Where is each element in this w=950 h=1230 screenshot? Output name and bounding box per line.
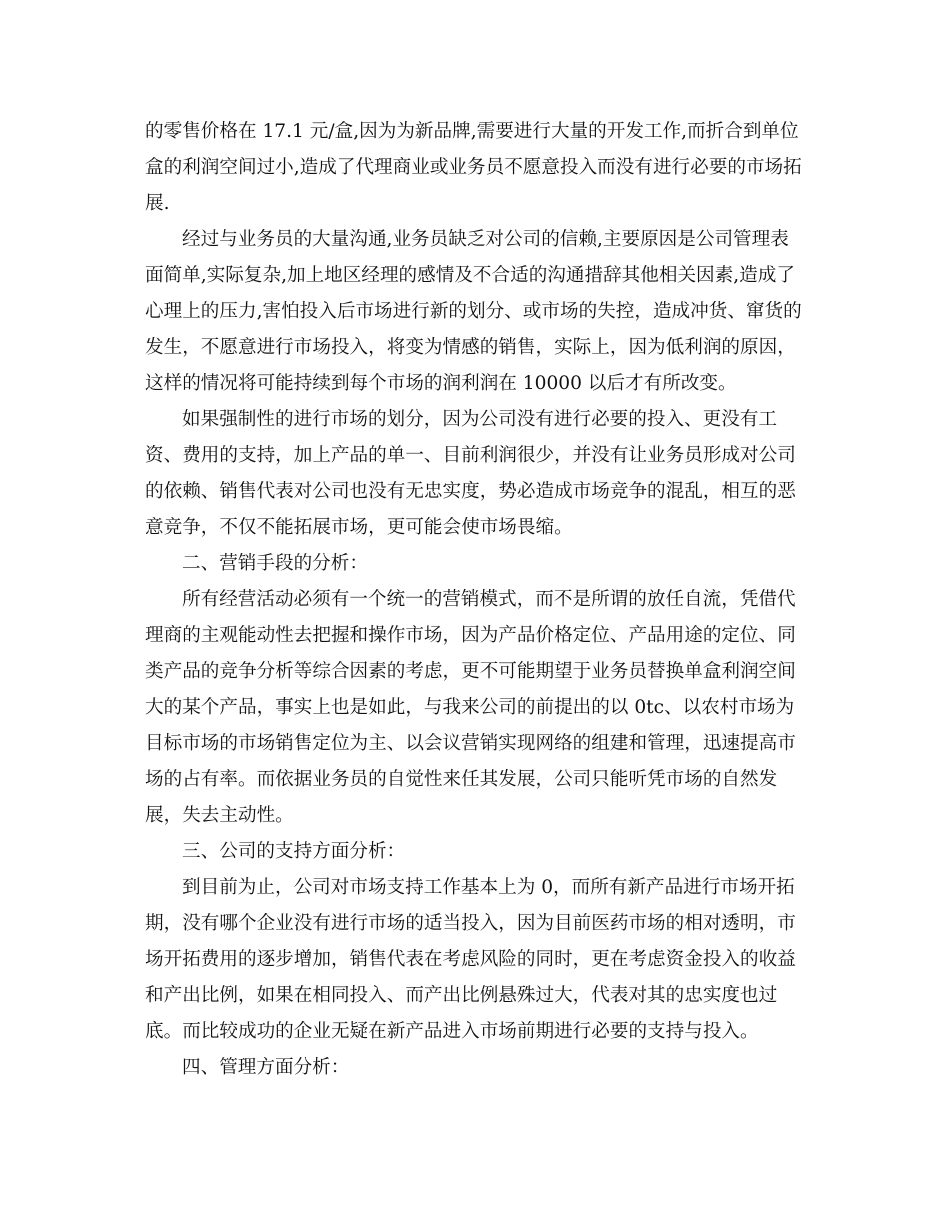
text-line: 底。而比较成功的企业无疑在新产品进入市场前期进行必要的支持与投入。 — [145, 1021, 759, 1042]
section-heading: 四、管理方面分析： — [182, 1057, 350, 1078]
text-line: 经过与业务员的大量沟通,业务员缺乏对公司的信赖,主要原因是公司管理表 — [182, 229, 789, 250]
text-line: 到目前为止，公司对市场支持工作基本上为 0，而所有新产品进行市场开拓 — [182, 877, 795, 898]
text-line: 面简单,实际复杂,加上地区经理的感情及不合适的沟通措辞其他相关因素,造成了 — [145, 265, 795, 286]
paragraph-retail-price — [145, 114, 810, 222]
text-line: 场开拓费用的逐步增加，销售代表在考虑风险的同时，更在考虑资金投入的收益 — [145, 949, 796, 970]
text-line: 资、费用的支持，加上产品的单一、目前利润很少，并没有让业务员形成对公司 — [145, 445, 796, 466]
text-line: 展，失去主动性。 — [145, 805, 294, 826]
text-line: 大的某个产品，事实上也是如此，与我来公司的前提出的以 0tc、以农村市场为 — [145, 697, 795, 718]
text-line: 的依赖、销售代表对公司也没有无忠实度，势必造成市场竞争的混乱，相互的恶 — [145, 481, 796, 502]
section-heading: 三、公司的支持方面分析： — [182, 841, 406, 862]
document-body — [145, 114, 810, 1086]
text-line: 盒的利润空间过小,造成了代理商业或业务员不愿意投入而没有进行必要的市场拓 — [145, 157, 802, 178]
section-heading-marketing — [145, 546, 810, 582]
section-heading-support — [145, 834, 810, 870]
text-line: 心理上的压力,害怕投入后市场进行新的划分、或市场的失控，造成冲货、窜货的 — [145, 301, 802, 322]
text-line: 和产出比例，如果在相同投入、而产出比例悬殊过大，代表对其的忠实度也过 — [145, 985, 778, 1006]
text-line: 期，没有哪个企业没有进行市场的适当投入，因为目前医药市场的相对透明，市 — [145, 913, 796, 934]
section-heading-management — [145, 1050, 810, 1086]
text-line: 这样的情况将可能持续到每个市场的润利润在 10000 以后才有所改变。 — [145, 373, 737, 394]
text-line: 意竞争，不仅不能拓展市场，更可能会使市场畏缩。 — [145, 517, 573, 538]
text-line: 理商的主观能动性去把握和操作市场，因为产品价格定位、产品用途的定位、同 — [145, 625, 796, 646]
paragraph-communication — [145, 222, 810, 402]
paragraph-marketing-model — [145, 582, 810, 834]
paragraph-market-division — [145, 402, 810, 546]
text-line: 场的占有率。而依据业务员的自觉性来任其发展，公司只能听凭市场的自然发 — [145, 769, 778, 790]
text-line: 如果强制性的进行市场的划分，因为公司没有进行必要的投入、更没有工 — [182, 409, 778, 430]
text-line: 所有经营活动必须有一个统一的营销模式，而不是所谓的放任自流，凭借代 — [182, 589, 796, 610]
text-line: 类产品的竞争分析等综合因素的考虑，更不可能期望于业务员替换单盒利润空间 — [145, 661, 796, 682]
text-line: 的零售价格在 17.1 元/盒,因为为新品牌,需要进行大量的开发工作,而折合到单位 — [145, 121, 799, 142]
text-line: 目标市场的市场销售定位为主、以会议营销实现网络的组建和管理，迅速提高市 — [145, 733, 796, 754]
paragraph-market-support — [145, 870, 810, 1050]
text-line: 展. — [145, 193, 170, 214]
text-line: 发生，不愿意进行市场投入，将变为情感的销售，实际上，因为低利润的原因， — [145, 337, 796, 358]
section-heading: 二、营销手段的分析： — [182, 553, 368, 574]
